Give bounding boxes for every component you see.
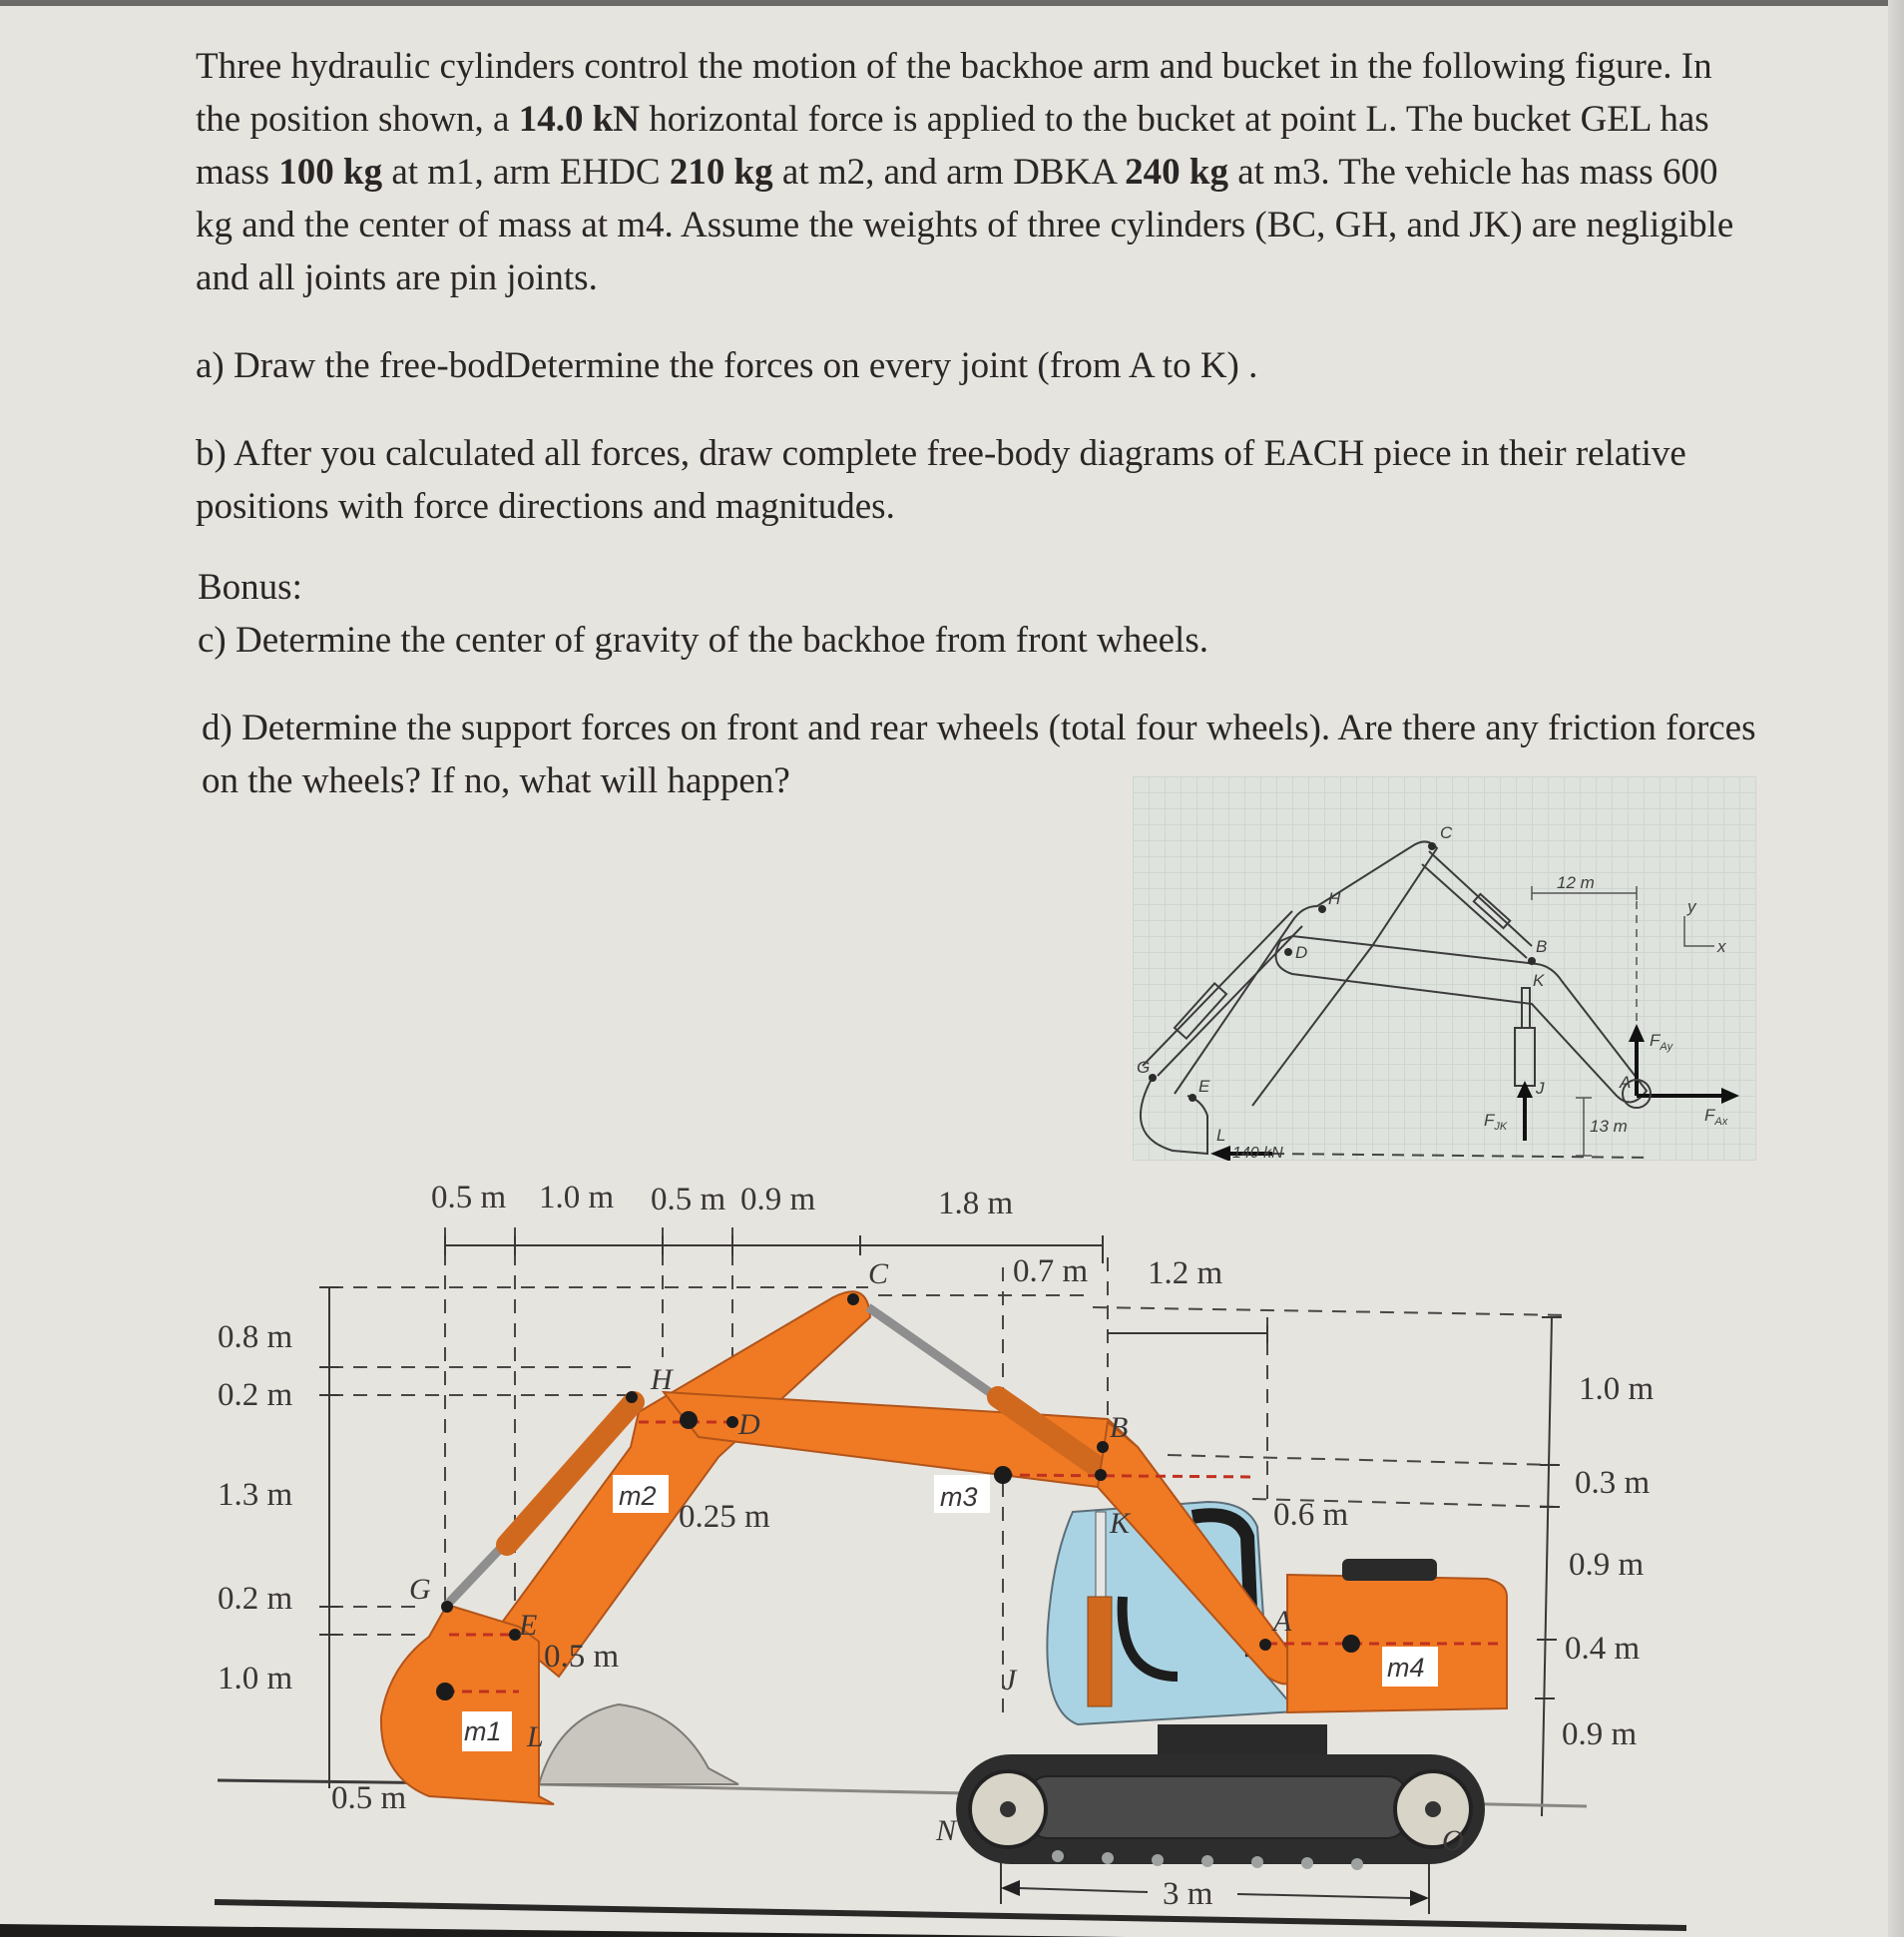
dim-0-7m: 0.7 m	[1013, 1253, 1089, 1289]
inset-label-g: G	[1137, 1058, 1151, 1077]
figure-svg	[0, 1158, 1904, 1937]
intro-bold-value: 100 kg	[278, 152, 383, 193]
question-b: b) After you calculated all forces, draw complete free-body diagrams of EACH piece in their relative positions with force directions and magnitudes.	[196, 433, 1686, 527]
inset-label-d: D	[1295, 943, 1308, 962]
inset-force-fax: $F_{Ax}$	[1704, 1106, 1728, 1128]
dim-top-right: 1.8 m	[938, 1186, 1014, 1221]
dim-right-3: 0.4 m	[1565, 1631, 1641, 1667]
inset-label-j: J	[1536, 1079, 1545, 1098]
dim-0-5m: 0.5 m	[544, 1639, 620, 1675]
joint-label-a: A	[1273, 1605, 1292, 1638]
inset-label-l: L	[1216, 1126, 1226, 1145]
dim-right-1: 0.3 m	[1575, 1465, 1651, 1501]
intro-bold-value: 14.0 kN	[518, 99, 641, 140]
inset-label-h: H	[1328, 889, 1341, 908]
dim-bottom-left: 0.5 m	[331, 1780, 407, 1816]
dim-top-1: 1.0 m	[539, 1180, 615, 1215]
dim-ground-3m: 3 m	[1163, 1876, 1213, 1912]
problem-intro	[196, 40, 1752, 304]
inset-label-b: B	[1536, 937, 1548, 956]
dim-top-2: 0.5 m	[651, 1182, 726, 1217]
inset-force-fay: $F_{Ay}$	[1650, 1031, 1673, 1053]
joint-label-l: L	[527, 1720, 544, 1753]
inset-axis-x: x	[1717, 937, 1726, 956]
intro-text-segment: at m2, and arm DBKA	[772, 152, 1126, 193]
dim-left-4: 1.0 m	[218, 1661, 293, 1696]
joint-label-j: J	[1003, 1664, 1017, 1696]
inset-force-fjk: $F_{JK}$	[1484, 1111, 1508, 1133]
question-a: a) Draw the free-bodDetermine the forces on every joint (from A to K) .	[196, 345, 1258, 386]
dim-1-2m: 1.2 m	[1148, 1255, 1223, 1291]
intro-bold-value: 240 kg	[1125, 152, 1228, 193]
inset-label-c: C	[1440, 823, 1453, 842]
bonus-label: Bonus:	[198, 567, 302, 608]
inset-axis-y: y	[1687, 897, 1696, 916]
dim-0-25m: 0.25 m	[679, 1499, 770, 1535]
screen-top-edge	[0, 0, 1904, 6]
inset-label-k: K	[1533, 971, 1545, 990]
dim-right-4: 0.9 m	[1562, 1716, 1638, 1752]
problem-text	[196, 40, 1756, 801]
dim-right-0: 1.0 m	[1579, 1371, 1655, 1407]
intro-bold-value: 210 kg	[669, 152, 773, 193]
joint-label-c: C	[868, 1257, 889, 1290]
intro-text-segment: at m3. The vehicle has mass 600 kg and the center of mass at m4. Assume the weights of three cylinders (BC, GH, and JK) are negligible and all joints are pin joints.	[196, 152, 1734, 298]
dim-left-1: 0.2 m	[218, 1377, 293, 1413]
dim-left-3: 0.2 m	[218, 1581, 293, 1617]
inset-label-a: A	[1620, 1073, 1632, 1092]
dim-0-6m: 0.6 m	[1273, 1497, 1349, 1533]
joint-label-k: K	[1110, 1507, 1131, 1540]
point-label-o: O	[1442, 1824, 1464, 1857]
inset-force-l: 140 kN	[1232, 1145, 1283, 1161]
inset-label-e: E	[1198, 1077, 1210, 1096]
joint-label-b: B	[1110, 1411, 1129, 1444]
inset-svg	[1133, 776, 1756, 1161]
intro-text-segment: Three hydraulic cylinders control the motion of the backhoe arm and bucket in the following figure. In the position shown, a	[196, 46, 1712, 140]
excavator-dimension-figure	[0, 1158, 1904, 1937]
dim-left-2: 1.3 m	[218, 1477, 293, 1513]
inset-dim-13m: 13 m	[1590, 1117, 1628, 1136]
joint-label-h: H	[651, 1363, 673, 1396]
joint-label-e: E	[519, 1609, 538, 1642]
mass-label-m2: m2	[619, 1481, 657, 1511]
joint-label-d: D	[738, 1408, 760, 1441]
joint-label-g: G	[409, 1573, 431, 1606]
question-c: c) Determine the center of gravity of the backhoe from front wheels.	[198, 620, 1208, 661]
dim-right-2: 0.9 m	[1569, 1547, 1645, 1583]
point-label-n: N	[936, 1814, 957, 1847]
intro-text-segment: horizontal force is applied to the bucket at point L. The bucket GEL has mass	[196, 99, 1709, 193]
question-d: d) Determine the support forces on front and rear wheels (total four wheels). Are there any friction forces on the wheels? If no, what will happen?	[202, 708, 1756, 801]
intro-text-segment: at m1, arm EHDC	[382, 152, 670, 193]
inset-free-body-diagram	[1133, 776, 1756, 1161]
dim-top-0: 0.5 m	[431, 1180, 507, 1215]
inset-dim-12m: 12 m	[1557, 873, 1595, 892]
mass-label-m1: m1	[464, 1716, 502, 1746]
dim-left-0: 0.8 m	[218, 1319, 293, 1355]
mass-label-m4: m4	[1387, 1653, 1425, 1683]
mass-label-m3: m3	[940, 1482, 978, 1512]
dim-top-3: 0.9 m	[740, 1182, 816, 1217]
